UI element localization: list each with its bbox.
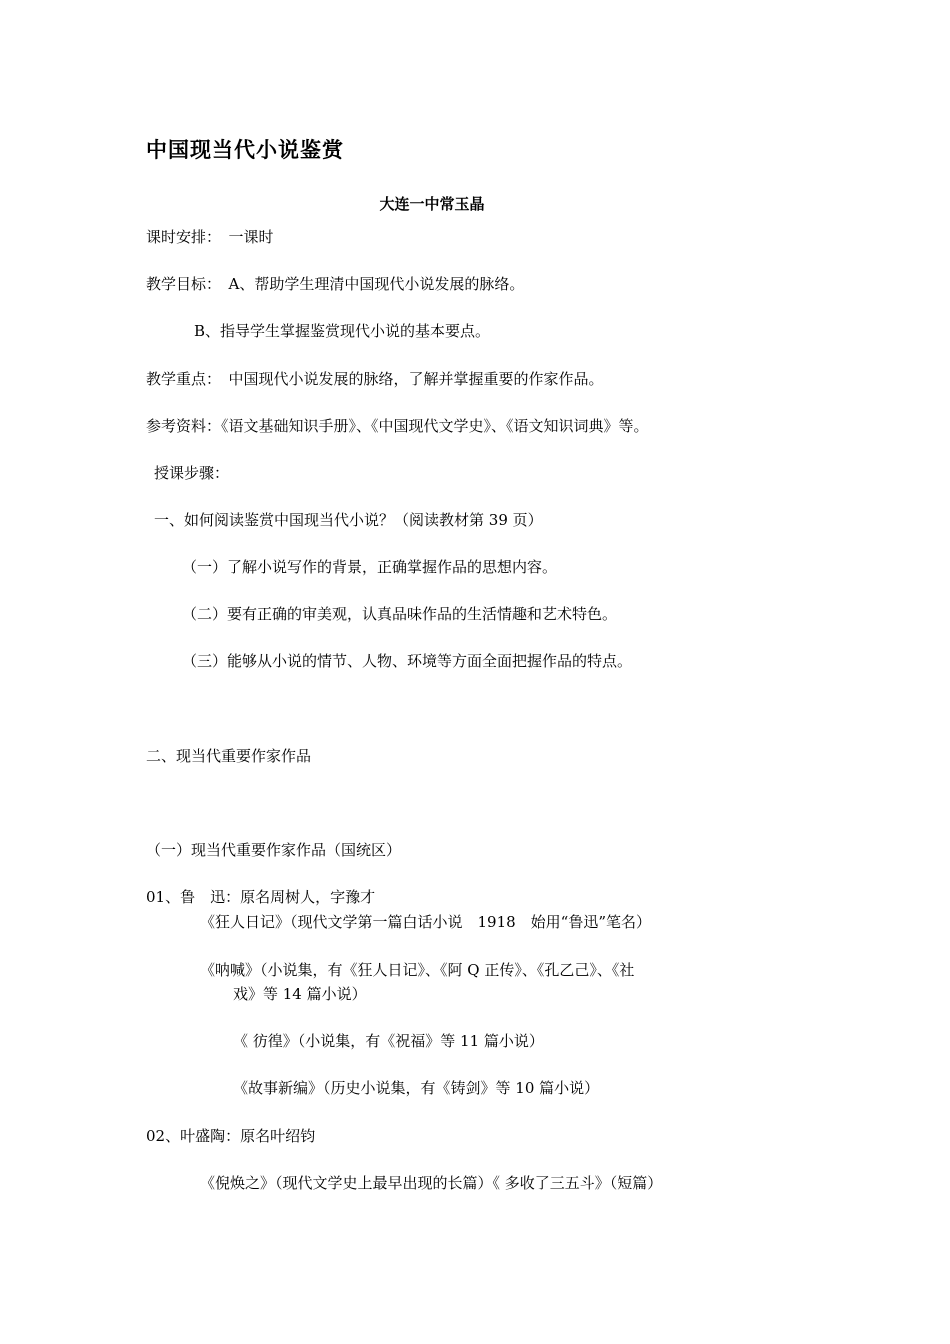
work-gushi-xinbian: 《故事新编》（历史小说集，有《铸剑》等 10 篇小说） [233, 1079, 600, 1097]
line-references: 参考资料：《语文基础知识手册》、《中国现代文学史》、《语文知识词典》等。 [146, 417, 649, 435]
section-two-heading: 二、现当代重要作家作品 [146, 747, 312, 765]
author-entry-ye: 02、叶盛陶：原名叶绍钧 [146, 1127, 316, 1145]
line-focus: 教学重点： 中国现代小说发展的脉络，了解并掌握重要的作家作品。 [146, 370, 604, 388]
work-panghuang: 《 彷徨》（小说集，有《祝福》等 11 篇小说） [233, 1032, 544, 1050]
document-title: 中国现当代小说鉴赏 [146, 138, 344, 162]
work-nahan: 《呐喊》（小说集，有《狂人日记》、《阿 Q 正传》、《孔乙己》、《社 [200, 961, 635, 979]
section-one-heading: 一、如何阅读鉴赏中国现当代小说？（阅读教材第 39 页） [154, 511, 543, 529]
section-one-item-3: （三）能够从小说的情节、人物、环境等方面全面把握作品的特点。 [182, 652, 633, 670]
work-ni-huanzhi: 《倪焕之》（现代文学史上最早出现的长篇）《 多收了三五斗》（短篇） [200, 1174, 663, 1192]
author-entry-luxun: 01、鲁 迅：原名周树人，字豫才 [146, 888, 376, 906]
section-one-item-2: （二）要有正确的审美观，认真品味作品的生活情趣和艺术特色。 [182, 605, 618, 623]
work-kuangren-riji: 《狂人日记》（现代文学第一篇白话小说 1918 始用“鲁迅”笔名） [200, 913, 652, 931]
line-objective-b: B、指导学生掌握鉴赏现代小说的基本要点。 [194, 322, 491, 340]
work-nahan-continued: 戏》等 14 篇小说） [233, 985, 367, 1003]
line-schedule: 课时安排： 一课时 [146, 228, 274, 246]
section-one-item-1: （一）了解小说写作的背景，正确掌握作品的思想内容。 [182, 558, 558, 576]
document-author: 大连一中常玉晶 [379, 195, 485, 213]
subsection-heading: （一）现当代重要作家作品（国统区） [146, 841, 402, 859]
line-steps-heading: 授课步骤： [154, 464, 230, 482]
line-objective-a: 教学目标： A、帮助学生理清中国现代小说发展的脉络。 [146, 275, 525, 293]
